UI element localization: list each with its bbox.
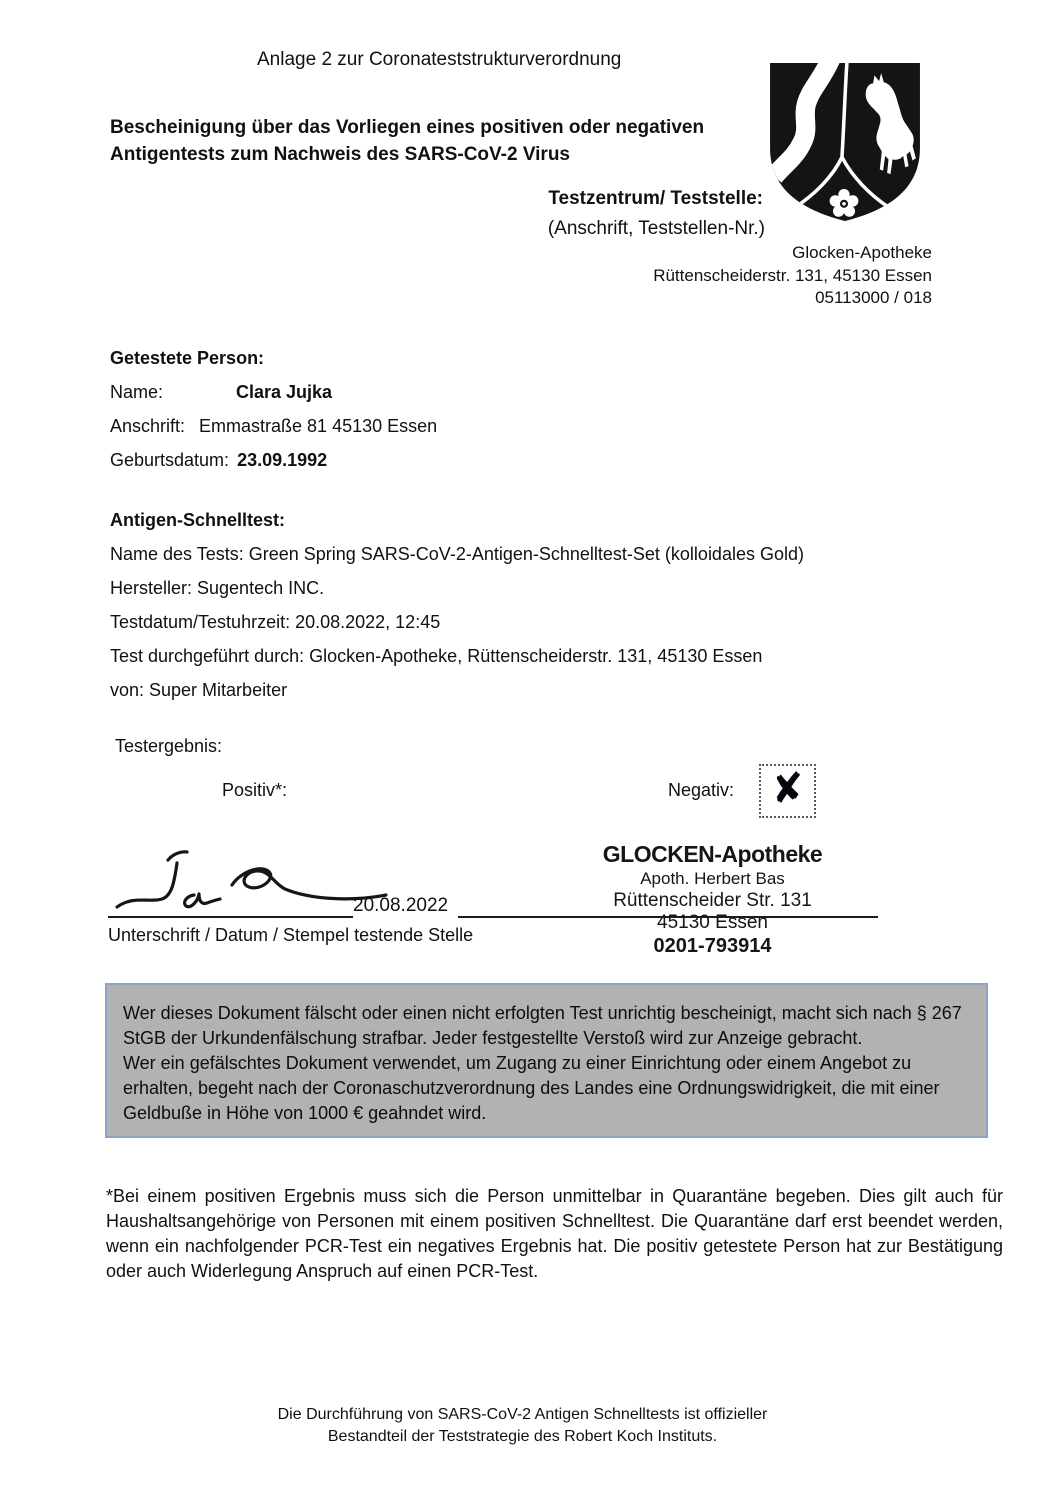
check-x-mark: ✘ [768,764,807,814]
birthdate-label: Geburtsdatum: [110,450,230,470]
tested-person-section [110,341,1030,477]
test-datetime-line: Testdatum/Testuhrzeit: 20.08.2022, 12:45 [110,612,441,632]
stamp-city: 45130 Essen [657,912,768,933]
test-operator-line: von: Super Mitarbeiter [110,680,288,700]
name-label: Name: [110,382,164,402]
negative-result-checkbox [759,764,816,818]
antigen-test-section [110,503,1030,707]
positive-result-label: Positiv*: [222,780,288,800]
test-center-label: Testzentrum/ Teststelle: [548,188,763,209]
birthdate-value: 23.09.1992 [237,450,328,470]
pharmacy-stamp [590,841,835,958]
signature-caption: Unterschrift / Datum / Stempel testende Stelle [108,925,474,945]
name-value: Clara Jujka [236,382,333,402]
negative-result-label: Negativ: [668,780,735,800]
test-manufacturer-line: Hersteller: Sugentech INC. [110,578,325,598]
stamp-pharmacist: Apoth. Herbert Bas [640,869,785,888]
address-label: Anschrift: [110,416,186,436]
person-birthdate-row [110,443,1030,477]
stamp-name: GLOCKEN-Apotheke [602,841,823,867]
stamp-street: Rüttenscheider Str. 131 [613,890,812,911]
signature-date: 20.08.2022 [353,895,449,916]
page-footer [0,1404,1045,1448]
document-title: Bescheinigung über das Vorliegen eines positiven oder negativen Antigentests zum Nachweis des SARS-CoV-2 Virus [110,117,705,165]
test-center-sublabel: (Anschrift, Teststellen-Nr.) [547,218,765,239]
annex-line: Anlage 2 zur Coronateststrukturverordnung [257,49,622,70]
person-name-row [110,375,1030,409]
test-center-number: 05113000 / 018 [815,288,932,307]
result-heading: Testergebnis: [115,736,223,756]
warning-paragraph-2: Wer ein gefälschtes Dokument verwendet, um Zugang zu einer Einrichtung oder einem Angebot zu erhalten, begeht nach der Coronaschutzverordnung des Landes eine Ordnungswidrigkeit, die mit einer Geldbuße in Höhe von 1000 € geahndet wird. [123,1053,940,1123]
legal-warning-box [105,983,988,1138]
stamp-phone: 0201-793914 [653,935,772,957]
test-heading: Antigen-Schnelltest: [110,510,286,530]
warning-paragraph-1: Wer dieses Dokument fälscht oder einen nicht erfolgten Test unrichtig bescheinigt, macht sich nach § 267 StGB der Urkundenfälschung strafbar. Jeder festgestellte Verstoß wird zur Anzeige gebracht. [123,1003,962,1048]
test-performed-by-line: Test durchgeführt durch: Glocken-Apotheke, Rüttenscheiderstr. 131, 45130 Essen [110,646,763,666]
person-address-row [110,409,1030,443]
test-name-line: Name des Tests: Green Spring SARS-CoV-2-Antigen-Schnelltest-Set (kolloidales Gold) [110,544,804,564]
signature-line-left [108,916,353,918]
test-center-name: Glocken-Apotheke [792,243,932,262]
address-value: Emmastraße 81 45130 Essen [199,416,438,436]
test-center-address-block [653,242,932,310]
nrw-coat-of-arms-icon [766,60,924,224]
test-center-street: Rüttenscheiderstr. 131, 45130 Essen [653,265,932,285]
quarantine-footnote: *Bei einem positiven Ergebnis muss sich die Person unmittelbar in Quarantäne begeben. Dies gilt auch für Haushaltsangehörige von Personen mit einem positiven Schnelltest. Die Quarantäne darf erst beendet werden, wenn ein nachfolgender PCR-Test ein negatives Ergebnis hat. Die positiv getestete Person hat zur Bestätigung oder auch Widerlegung Anspruch auf einen PCR-Test. [106,1186,1003,1281]
footer-line-1: Die Durchführung von SARS-CoV-2 Antigen Schnelltests ist offizieller [277,1406,768,1423]
person-heading: Getestete Person: [110,348,265,368]
footer-line-2: Bestandteil der Teststrategie des Robert Koch Instituts. [327,1428,718,1445]
